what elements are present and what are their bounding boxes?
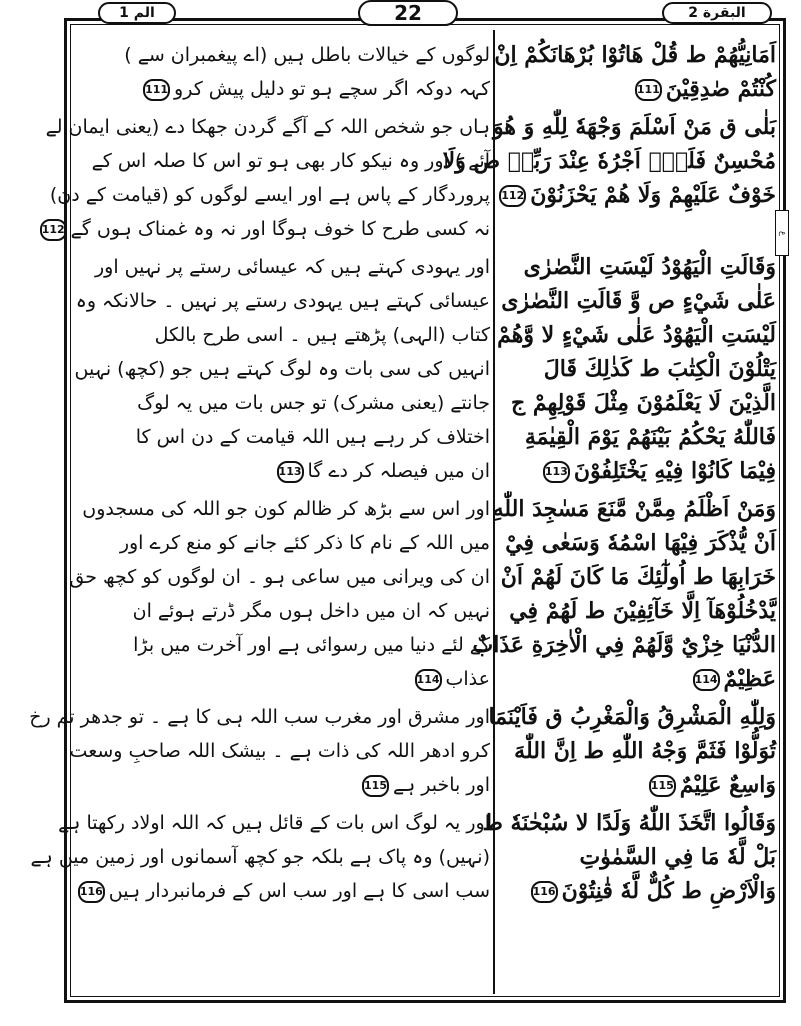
urdu-line-text: نہیں کہ ان میں داخل ہوں مگر ڈرتے ہوئے ان (132, 600, 490, 622)
urdu-verse-block (29, 700, 490, 802)
urdu-line-text: کہہ دوکہ اگر سچے ہو تو دلیل پیش کرو (174, 78, 490, 100)
arabic-line-text: بَلٰى ق مَنْ اَسْلَمَ وَجْهَهٗ لِلّٰهِ وَ هُوَ (493, 114, 776, 140)
ayah-number-badge: 115 (649, 775, 676, 797)
arabic-line (488, 700, 776, 734)
urdu-line-text: عیسائی کہتے ہیں یہودی رستے پر نہیں ۔ حالانکہ وہ (75, 290, 490, 312)
urdu-verse-block (74, 38, 490, 106)
arabic-line (472, 628, 776, 662)
urdu-line-text: اور یہ لوگ اس بات کے قائل ہیں کہ اللہ اولاد رکھتا ہے (58, 812, 490, 834)
arabic-line-text: خَوْفٌ عَلَيْهِمْ وَلَا هُمْ يَحْزَنُوْنَ (530, 182, 776, 208)
arabic-line-text: مُحْسِنٌ فَلَهٗۤ اَجْرُهٗ عِنْدَ رَبِّهٖ ص وَلَا (442, 148, 776, 174)
arabic-line (498, 250, 776, 284)
juz-label: الم 1 (98, 2, 176, 24)
arabic-line (493, 110, 776, 144)
urdu-line-text: کتاب (الہی) پڑھتے ہیں ۔ اسی طرح بالکل (154, 324, 490, 346)
arabic-line-text: وَاسِعٌ عَلِيْمٌ (679, 772, 776, 798)
urdu-line-text: (نہیں) وہ پاک ہے بلکہ جو کچھ آسمانوں اور زمین میں ہے (30, 846, 490, 868)
ayah-number-badge: 112 (499, 185, 526, 207)
urdu-line (74, 594, 490, 628)
urdu-line-text: ان میں فیصلہ کر دے گا (307, 460, 490, 482)
ruku-marker: ع (775, 210, 789, 256)
arabic-line (498, 734, 776, 768)
arabic-verse-block (498, 250, 776, 488)
urdu-line (74, 38, 490, 72)
arabic-line (498, 386, 776, 420)
urdu-line (29, 700, 490, 734)
arabic-verse-block (472, 492, 776, 696)
urdu-line (30, 840, 490, 874)
arabic-line-text: فَاللّٰهُ يَحْكُمُ بَيْنَهُمْ يَوْمَ الْقِيٰمَةِ (524, 424, 776, 450)
urdu-line-text: آئے ) اور وہ نیکو کار بھی ہو تو اس کا صلہ اس کے (91, 150, 490, 172)
surah-label: البقرة 2 (662, 2, 772, 24)
arabic-line (498, 72, 776, 106)
arabic-verse-block (488, 700, 776, 802)
urdu-line-text: کرو ادھر اللہ کی ذات ہے ۔ بیشک اللہ صاحبِ وسعت (69, 740, 490, 762)
arabic-line-text: تُوَلُّوْا فَثَمَّ وَجْهُ اللّٰهِ ط اِنَّ اللّٰهَ (514, 738, 776, 764)
urdu-line-text: نہ کسی طرح کا خوف ہوگا اور نہ وہ غمناک ہوں گے (70, 218, 490, 240)
ayah-number-badge: 113 (277, 461, 304, 483)
urdu-line (45, 110, 490, 144)
urdu-line-text: ان کی ویرانی میں ساعی ہو ۔ ان لوگوں کو کچھ حق (69, 566, 490, 588)
urdu-line-text: اور اس سے بڑھ کر ظالم کون جو اللہ کی مسجدوں (82, 498, 490, 520)
urdu-line-text: ہاں جو شخص اللہ کے آگے گردن جھکا دے (یعنی ایمان لے (45, 116, 490, 138)
arabic-line-text: يَّدْخُلُوْهَآ اِلَّا خَآئِفِيْنَ ط لَهُمْ فِي (509, 598, 776, 624)
arabic-line (494, 38, 776, 72)
arabic-line-text: الَّذِيْنَ لَا يَعْلَمُوْنَ مِثْلَ قَوْلِهِمْ ج (511, 390, 776, 416)
urdu-line (74, 420, 490, 454)
urdu-line (41, 212, 490, 246)
arabic-line (498, 768, 776, 802)
arabic-line (498, 420, 776, 454)
urdu-line (49, 178, 490, 212)
urdu-line (74, 386, 490, 420)
arabic-verse-block (442, 110, 776, 212)
urdu-verse-block (74, 250, 490, 488)
urdu-verse-block (30, 806, 490, 908)
arabic-line-text: عَلٰى شَيْءٍ ص وَّ قَالَتِ النَّصٰرٰى (501, 288, 776, 314)
arabic-line (492, 492, 776, 526)
urdu-line (74, 144, 490, 178)
arabic-line-text: كُنْتُمْ صٰدِقِيْنَ (665, 76, 776, 102)
urdu-line (74, 72, 490, 106)
arabic-line (498, 594, 776, 628)
urdu-line (74, 454, 490, 488)
ayah-number-badge: 113 (543, 461, 570, 483)
arabic-line (482, 806, 776, 840)
arabic-line (498, 874, 776, 908)
urdu-line-text: اور یہودی کہتے ہیں کہ عیسائی رستے پر نہیں اور (94, 256, 490, 278)
urdu-line (74, 768, 490, 802)
ayah-number-badge: 112 (40, 219, 67, 241)
urdu-line-text: لوگوں کے خیالات باطل ہیں (اے پیغمبران سے ) (124, 44, 490, 66)
urdu-line-text: جانتے (یعنی مشرک) تو جس بات میں یہ لوگ (137, 392, 490, 414)
arabic-verse-block (482, 806, 776, 908)
arabic-line-text: بَلْ لَّهٗ مَا فِي السَّمٰوٰتِ (579, 844, 776, 870)
arabic-line-text: خَرَابِهَا ط اُولٰٓئِكَ مَا كَانَ لَهُمْ اَنْ (500, 564, 776, 590)
urdu-line-text: عذاب (445, 668, 490, 690)
arabic-line (498, 178, 776, 212)
ayah-number-badge: 111 (143, 79, 170, 101)
arabic-verse-block (494, 38, 776, 106)
urdu-line (74, 352, 490, 386)
urdu-line (69, 734, 490, 768)
urdu-verse-block (41, 110, 490, 246)
urdu-line-text: پروردگار کے پاس ہے اور ایسے لوگوں کو (قیامت کے دن) (49, 184, 490, 206)
urdu-line (58, 806, 490, 840)
arabic-line-text: عَظِيْمٌ (723, 666, 776, 692)
urdu-line-text: اور باخبر ہے (392, 774, 490, 796)
arabic-line-text: لَيْسَتِ الْيَهُوْدُ عَلٰى شَيْءٍ لا وَّهُمْ (497, 322, 776, 348)
urdu-line (74, 526, 490, 560)
arabic-line-text: فِيْمَا كَانُوْا فِيْهِ يَخْتَلِفُوْنَ (573, 458, 776, 484)
arabic-line (498, 662, 776, 696)
urdu-line (74, 492, 490, 526)
urdu-line (74, 662, 490, 696)
urdu-line-text: میں اللہ کے نام کا ذکر کئے جانے کو منع کرے اور (119, 532, 490, 554)
arabic-line-text: الدُّنْيَا خِزْيٌ وَّلَهُمْ فِي الْاٰخِرَةِ عَذَابٌ (472, 632, 776, 658)
arabic-line (442, 144, 776, 178)
ayah-number-badge: 111 (635, 79, 662, 101)
urdu-line-text: اختلاف کر رہے ہیں اللہ قیامت کے دن اس کا (135, 426, 490, 448)
urdu-line (74, 628, 490, 662)
arabic-line-text: وَلِلّٰهِ الْمَشْرِقُ وَالْمَغْرِبُ ق فَاَيْنَمَا (488, 704, 776, 730)
urdu-line (74, 318, 490, 352)
arabic-line-text: يَتْلُوْنَ الْكِتٰبَ ط كَذٰلِكَ قَالَ (543, 356, 776, 382)
arabic-line-text: اَنْ يُّذْكَرَ فِيْهَا اسْمُهٗ وَسَعٰى فِيْ (505, 530, 776, 556)
arabic-line-text: وَمَنْ اَظْلَمُ مِمَّنْ مَّنَعَ مَسٰجِدَ اللّٰهِ (492, 496, 776, 522)
urdu-line (74, 250, 490, 284)
ayah-number-badge: 116 (531, 881, 558, 903)
urdu-verse-block (69, 492, 490, 696)
arabic-line-text: وَالْاَرْضِ ط كُلٌّ لَّهٗ قٰنِتُوْنَ (561, 878, 776, 904)
urdu-line (74, 284, 490, 318)
arabic-line-text: اَمَانِيُّهُمْ ط قُلْ هَاتُوْا بُرْهَانَكُمْ اِنْ (494, 42, 776, 68)
ayah-number-badge: 116 (78, 881, 105, 903)
arabic-line (498, 560, 776, 594)
arabic-line (498, 352, 776, 386)
urdu-line (69, 560, 490, 594)
urdu-line-text: کے لئے دنیا میں رسوائی ہے اور آخرت میں بڑا (133, 634, 490, 656)
ayah-number-badge: 115 (362, 775, 389, 797)
arabic-line (498, 526, 776, 560)
arabic-line (498, 454, 776, 488)
ayah-number-badge: 114 (415, 669, 442, 691)
ayah-number-badge: 114 (693, 669, 720, 691)
urdu-line-text: اور مشرق اور مغرب سب اللہ ہی کا ہے ۔ تو جدھر تم رخ (29, 706, 490, 728)
arabic-line (498, 318, 776, 352)
urdu-line-text: انہیں کی سی بات وہ لوگ کہتے ہیں جو (کچھ) نہیں (74, 358, 490, 380)
urdu-line (74, 874, 490, 908)
arabic-line (498, 840, 776, 874)
page-number: 22 (358, 0, 458, 26)
urdu-line-text: سب اسی کا ہے اور سب اس کے فرمانبردار ہیں (108, 880, 490, 902)
arabic-line-text: وَقَالُوا اتَّخَذَ اللّٰهُ وَلَدًا لا سُبْحٰنَهٗ ط (482, 810, 776, 836)
arabic-line-text: وَقَالَتِ الْيَهُوْدُ لَيْسَتِ النَّصٰرٰى (523, 254, 776, 280)
arabic-line (498, 284, 776, 318)
